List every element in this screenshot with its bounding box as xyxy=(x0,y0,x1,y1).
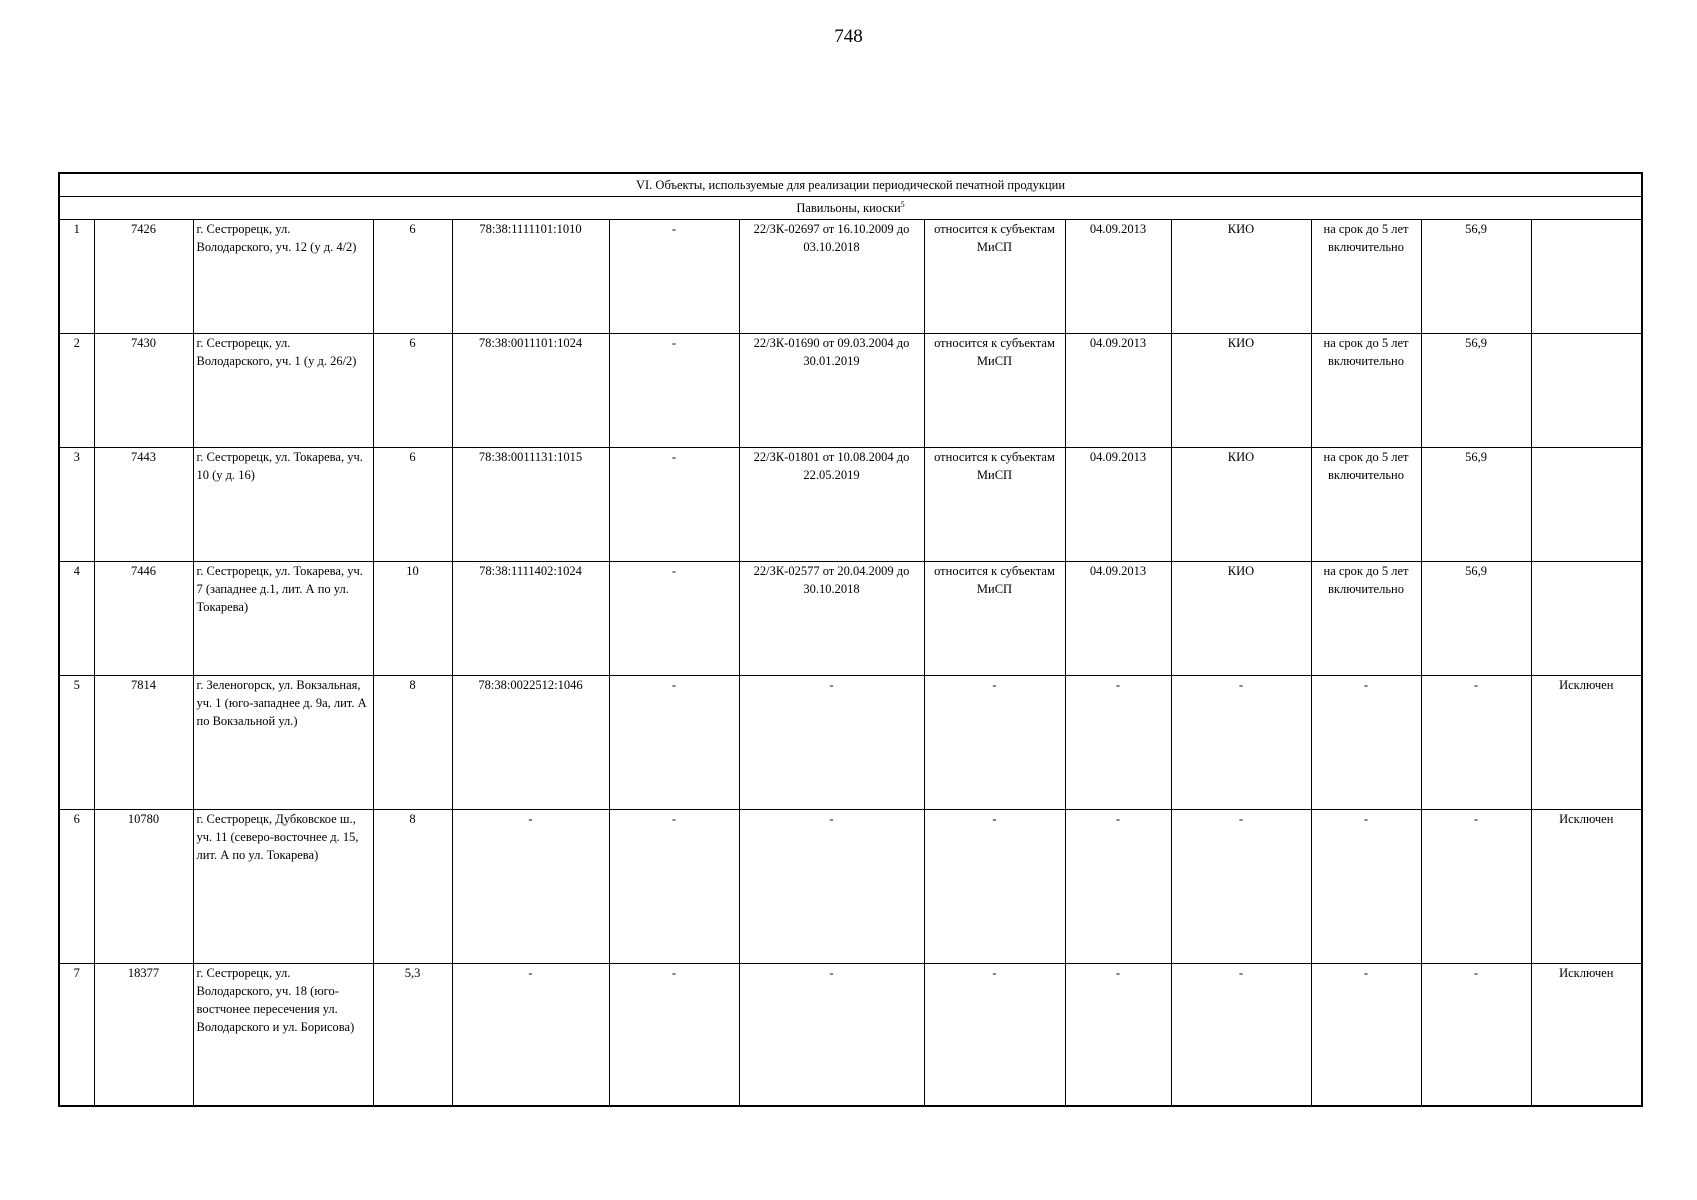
inclusion-date: 04.09.2013 xyxy=(1065,220,1171,334)
column-6-value: - xyxy=(609,676,739,810)
table-row xyxy=(59,448,1642,562)
cadastral-number: 78:38:1111101:1010 xyxy=(452,220,609,334)
lease-term: на срок до 5 лет включительно xyxy=(1311,220,1421,334)
responsible-org: - xyxy=(1171,810,1311,964)
object-code: 10780 xyxy=(94,810,193,964)
numeric-value: 56,9 xyxy=(1421,562,1531,676)
row-number: 7 xyxy=(59,964,94,1106)
lease-term: - xyxy=(1311,810,1421,964)
object-code: 7426 xyxy=(94,220,193,334)
contract-details: - xyxy=(739,964,924,1106)
inclusion-date: - xyxy=(1065,810,1171,964)
object-address: г. Сестрорецк, ул. Володарского, уч. 18 (юго-востчонее пересечения ул. Володарского и ул. Борисова) xyxy=(193,964,373,1106)
contract-details: 22/ЗК-02697 от 16.10.2009 до 03.10.2018 xyxy=(739,220,924,334)
responsible-org: КИО xyxy=(1171,334,1311,448)
smsp-status: относится к субъектам МиСП xyxy=(924,448,1065,562)
note xyxy=(1531,448,1642,562)
column-6-value: - xyxy=(609,220,739,334)
object-code: 18377 xyxy=(94,964,193,1106)
column-6-value: - xyxy=(609,810,739,964)
inclusion-date: 04.09.2013 xyxy=(1065,334,1171,448)
table-row xyxy=(59,562,1642,676)
smsp-status: - xyxy=(924,964,1065,1106)
object-address: г. Сестрорецк, ул. Володарского, уч. 12 (у д. 4/2) xyxy=(193,220,373,334)
numeric-value: 56,9 xyxy=(1421,334,1531,448)
object-code: 7443 xyxy=(94,448,193,562)
row-number: 2 xyxy=(59,334,94,448)
table-row xyxy=(59,220,1642,334)
object-code: 7446 xyxy=(94,562,193,676)
object-code: 7430 xyxy=(94,334,193,448)
lease-term: на срок до 5 лет включительно xyxy=(1311,562,1421,676)
contract-details: 22/ЗК-01801 от 10.08.2004 до 22.05.2019 xyxy=(739,448,924,562)
note: Исключен xyxy=(1531,810,1642,964)
row-number: 3 xyxy=(59,448,94,562)
numeric-value: - xyxy=(1421,810,1531,964)
subsection-title-cell xyxy=(59,197,1642,220)
object-area: 6 xyxy=(373,220,452,334)
table-row xyxy=(59,334,1642,448)
cadastral-number: - xyxy=(452,964,609,1106)
note: Исключен xyxy=(1531,676,1642,810)
object-area: 6 xyxy=(373,334,452,448)
row-number: 4 xyxy=(59,562,94,676)
table-row xyxy=(59,964,1642,1106)
lease-term: на срок до 5 лет включительно xyxy=(1311,448,1421,562)
subsection-title: Павильоны, киоски xyxy=(796,201,901,215)
row-number: 1 xyxy=(59,220,94,334)
column-6-value: - xyxy=(609,448,739,562)
column-6-value: - xyxy=(609,334,739,448)
responsible-org: КИО xyxy=(1171,448,1311,562)
smsp-status: относится к субъектам МиСП xyxy=(924,562,1065,676)
section-title: VI. Объекты, используемые для реализации периодической печатной продукции xyxy=(59,173,1642,197)
note xyxy=(1531,334,1642,448)
cadastral-number: - xyxy=(452,810,609,964)
object-address: г. Сестрорецк, Дубковское ш., уч. 11 (северо-восточнее д. 15, лит. А по ул. Токарева) xyxy=(193,810,373,964)
smsp-status: - xyxy=(924,676,1065,810)
object-address: г. Зеленогорск, ул. Вокзальная, уч. 1 (юго-западнее д. 9а, лит. А по Вокзальной ул.) xyxy=(193,676,373,810)
contract-details: - xyxy=(739,676,924,810)
lease-term: на срок до 5 лет включительно xyxy=(1311,334,1421,448)
cadastral-number: 78:38:0022512:1046 xyxy=(452,676,609,810)
object-address: г. Сестрорецк, ул. Токарева, уч. 7 (западнее д.1, лит. А по ул. Токарева) xyxy=(193,562,373,676)
object-area: 5,3 xyxy=(373,964,452,1106)
row-number: 6 xyxy=(59,810,94,964)
objects-register-table xyxy=(58,172,1643,1107)
numeric-value: 56,9 xyxy=(1421,220,1531,334)
note xyxy=(1531,220,1642,334)
object-code: 7814 xyxy=(94,676,193,810)
cadastral-number: 78:38:0011131:1015 xyxy=(452,448,609,562)
lease-term: - xyxy=(1311,676,1421,810)
note: Исключен xyxy=(1531,964,1642,1106)
cadastral-number: 78:38:0011101:1024 xyxy=(452,334,609,448)
section-header-row xyxy=(59,173,1642,197)
column-6-value: - xyxy=(609,964,739,1106)
cadastral-number: 78:38:1111402:1024 xyxy=(452,562,609,676)
row-number: 5 xyxy=(59,676,94,810)
contract-details: 22/ЗК-02577 от 20.04.2009 до 30.10.2018 xyxy=(739,562,924,676)
numeric-value: - xyxy=(1421,964,1531,1106)
smsp-status: относится к субъектам МиСП xyxy=(924,334,1065,448)
responsible-org: КИО xyxy=(1171,562,1311,676)
object-area: 8 xyxy=(373,810,452,964)
object-area: 10 xyxy=(373,562,452,676)
numeric-value: - xyxy=(1421,676,1531,810)
table-row xyxy=(59,676,1642,810)
responsible-org: - xyxy=(1171,964,1311,1106)
inclusion-date: - xyxy=(1065,964,1171,1106)
object-area: 6 xyxy=(373,448,452,562)
object-address: г. Сестрорецк, ул. Володарского, уч. 1 (у д. 26/2) xyxy=(193,334,373,448)
page-number: 748 xyxy=(834,26,863,47)
inclusion-date: 04.09.2013 xyxy=(1065,448,1171,562)
responsible-org: КИО xyxy=(1171,220,1311,334)
table-row xyxy=(59,810,1642,964)
responsible-org: - xyxy=(1171,676,1311,810)
subsection-header-row xyxy=(59,197,1642,220)
lease-term: - xyxy=(1311,964,1421,1106)
contract-details: 22/ЗК-01690 от 09.03.2004 до 30.01.2019 xyxy=(739,334,924,448)
object-address: г. Сестрорецк, ул. Токарева, уч. 10 (у д. 16) xyxy=(193,448,373,562)
object-area: 8 xyxy=(373,676,452,810)
inclusion-date: 04.09.2013 xyxy=(1065,562,1171,676)
subsection-footnote-mark: 5 xyxy=(900,199,905,209)
column-6-value: - xyxy=(609,562,739,676)
note xyxy=(1531,562,1642,676)
smsp-status: - xyxy=(924,810,1065,964)
inclusion-date: - xyxy=(1065,676,1171,810)
smsp-status: относится к субъектам МиСП xyxy=(924,220,1065,334)
contract-details: - xyxy=(739,810,924,964)
numeric-value: 56,9 xyxy=(1421,448,1531,562)
